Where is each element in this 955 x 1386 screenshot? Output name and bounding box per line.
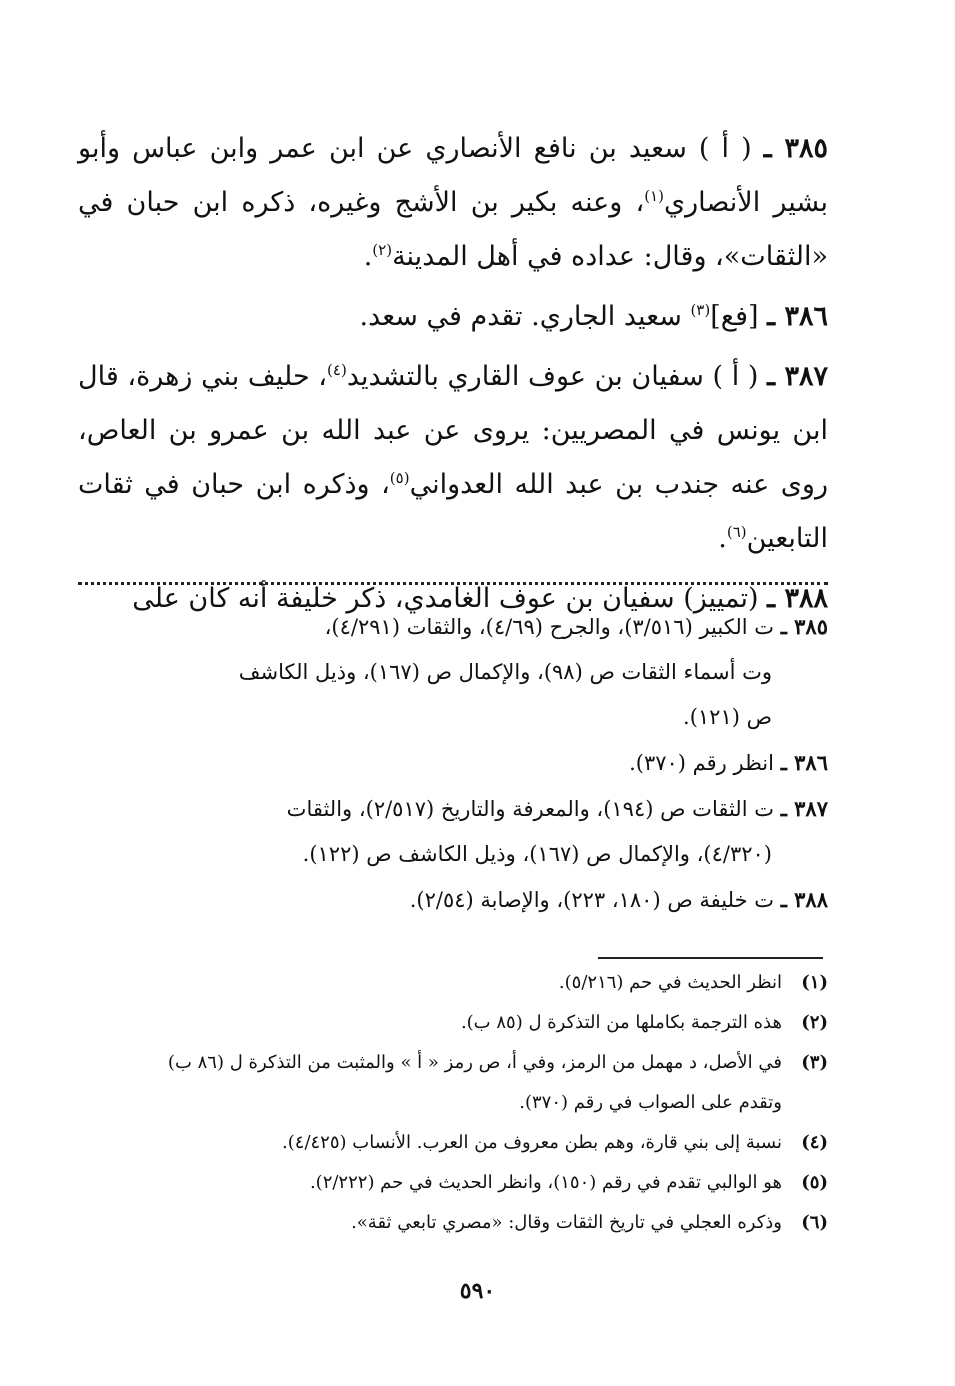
reference-text: ص (١٢١). xyxy=(683,705,772,729)
footnote-4 xyxy=(78,1123,828,1163)
entry-number: ٣٨٥ ـ xyxy=(763,133,829,164)
reference-text: انظر رقم (٣٧٠). xyxy=(629,751,774,775)
entry-text: ، وعنه بكير بن الأشج وغيره، ذكره ابن حبان في «الثقات»، وقال: عداده في أهل المدينة xyxy=(78,187,828,272)
footnote-6 xyxy=(78,1203,828,1243)
entry-text: سعيد الجاري. تقدم في سعد. xyxy=(359,301,691,332)
main-text xyxy=(78,122,828,632)
reference-text: ت الثقات ص (١٩٤)، والمعرفة والتاريخ (٢/٥١٧)، والثقات xyxy=(286,797,774,821)
footnote-text: هذه الترجمة بكاملها من التذكرة ل (٨٥ ب). xyxy=(460,1012,782,1033)
footnote-number: (١) xyxy=(801,972,828,993)
page-number: ٥٩٠ xyxy=(459,1278,496,1304)
entry-386 xyxy=(78,290,828,344)
reference-text: ت الكبير (٣/٥١٦)، والجرح (٤/٦٩)، والثقات (٤/٢٩١)، xyxy=(324,615,774,639)
reference-386 xyxy=(78,740,828,786)
footnote-number: (٤) xyxy=(801,1132,828,1153)
footnote-number: (٦) xyxy=(801,1212,828,1233)
reference-387 xyxy=(78,786,828,877)
footnote-ref: (٣) xyxy=(690,301,711,319)
footnote-number: (٢) xyxy=(801,1012,828,1033)
dotted-separator xyxy=(78,582,828,585)
reference-388 xyxy=(78,877,828,923)
footnote-2 xyxy=(78,1003,828,1043)
entry-text: (تمييز) سفيان بن عوف الغامدي، ذكر خليفة أنه كان على xyxy=(132,583,759,614)
footnote-text: انظر الحديث في حم (٥/٢١٦). xyxy=(558,972,782,993)
reference-text: (٤/٣٢٠)، والإكمال ص (١٦٧)، وذيل الكاشف ص (١٢٢). xyxy=(302,842,772,866)
entry-text: ( أ ) سعيد بن نافع الأنصاري عن ابن عمر وابن عباس وأبو بشير الأنصاري xyxy=(78,133,828,218)
references-section xyxy=(78,604,828,923)
footnote-text: في الأصل، د مهمل من الرمز، وفي أ، ص رمز « أ » والمثبت من التذكرة ل (٨٦ ب) xyxy=(167,1052,782,1073)
entry-text: ، حليف بني زهرة، قال ابن يونس في المصريين: يروى عن عبد الله بن عمرو بن العاص، روى عنه جندب بن عبد الله العدواني xyxy=(78,361,828,500)
footnote-ref: (٢) xyxy=(372,241,393,259)
entry-385 xyxy=(78,122,828,284)
footnotes-section xyxy=(78,963,828,1243)
entry-text: ( أ ) سفيان بن عوف القاري بالتشديد xyxy=(346,361,759,392)
footnote-number: (٥) xyxy=(801,1172,828,1193)
footnote-rule xyxy=(598,957,823,959)
footnote-text: هو الوالبي تقدم في رقم (١٥٠)، وانظر الحديث في حم (٢/٢٢٢). xyxy=(309,1172,782,1193)
reference-text: ت خليفة ص (١٨٠، ٢٢٣)، والإصابة (٢/٥٤). xyxy=(409,888,774,912)
entry-text: . xyxy=(363,241,373,272)
reference-number: ٣٨٨ ـ xyxy=(780,887,828,912)
reference-number: ٣٨٥ ـ xyxy=(780,614,828,639)
reference-number: ٣٨٦ ـ xyxy=(780,750,828,775)
footnote-text: وتقدم على الصواب في رقم (٣٧٠). xyxy=(519,1092,782,1113)
footnote-ref: (٤) xyxy=(327,361,347,379)
entry-number: ٣٨٨ ـ xyxy=(767,583,828,614)
entry-number: ٣٨٦ ـ xyxy=(767,301,828,332)
reference-385 xyxy=(78,604,828,740)
reference-number: ٣٨٧ ـ xyxy=(780,796,828,821)
footnote-1 xyxy=(78,963,828,1003)
footnote-text: وذكره العجلي في تاريخ الثقات وقال: «مصري تابعي ثقة». xyxy=(351,1212,782,1233)
entry-text: . xyxy=(718,523,727,554)
entry-text: [فع] xyxy=(710,301,759,332)
footnote-text: نسبة إلى بني قارة، وهم بطن معروف من العرب. الأنساب (٤/٤٢٥). xyxy=(282,1132,782,1153)
entry-text: ، وذكره ابن حبان في ثقات التابعين xyxy=(78,469,828,554)
footnote-5 xyxy=(78,1163,828,1203)
footnote-3 xyxy=(78,1043,828,1123)
footnote-number: (٣) xyxy=(801,1052,828,1073)
footnote-ref: (١) xyxy=(644,187,664,205)
entry-387 xyxy=(78,350,828,566)
footnote-ref: (٦) xyxy=(726,523,747,541)
reference-text: وت أسماء الثقات ص (٩٨)، والإكمال ص (١٦٧)، وذيل الكاشف xyxy=(238,660,772,684)
entry-number: ٣٨٧ ـ xyxy=(767,361,829,392)
footnote-ref: (٥) xyxy=(389,469,410,487)
